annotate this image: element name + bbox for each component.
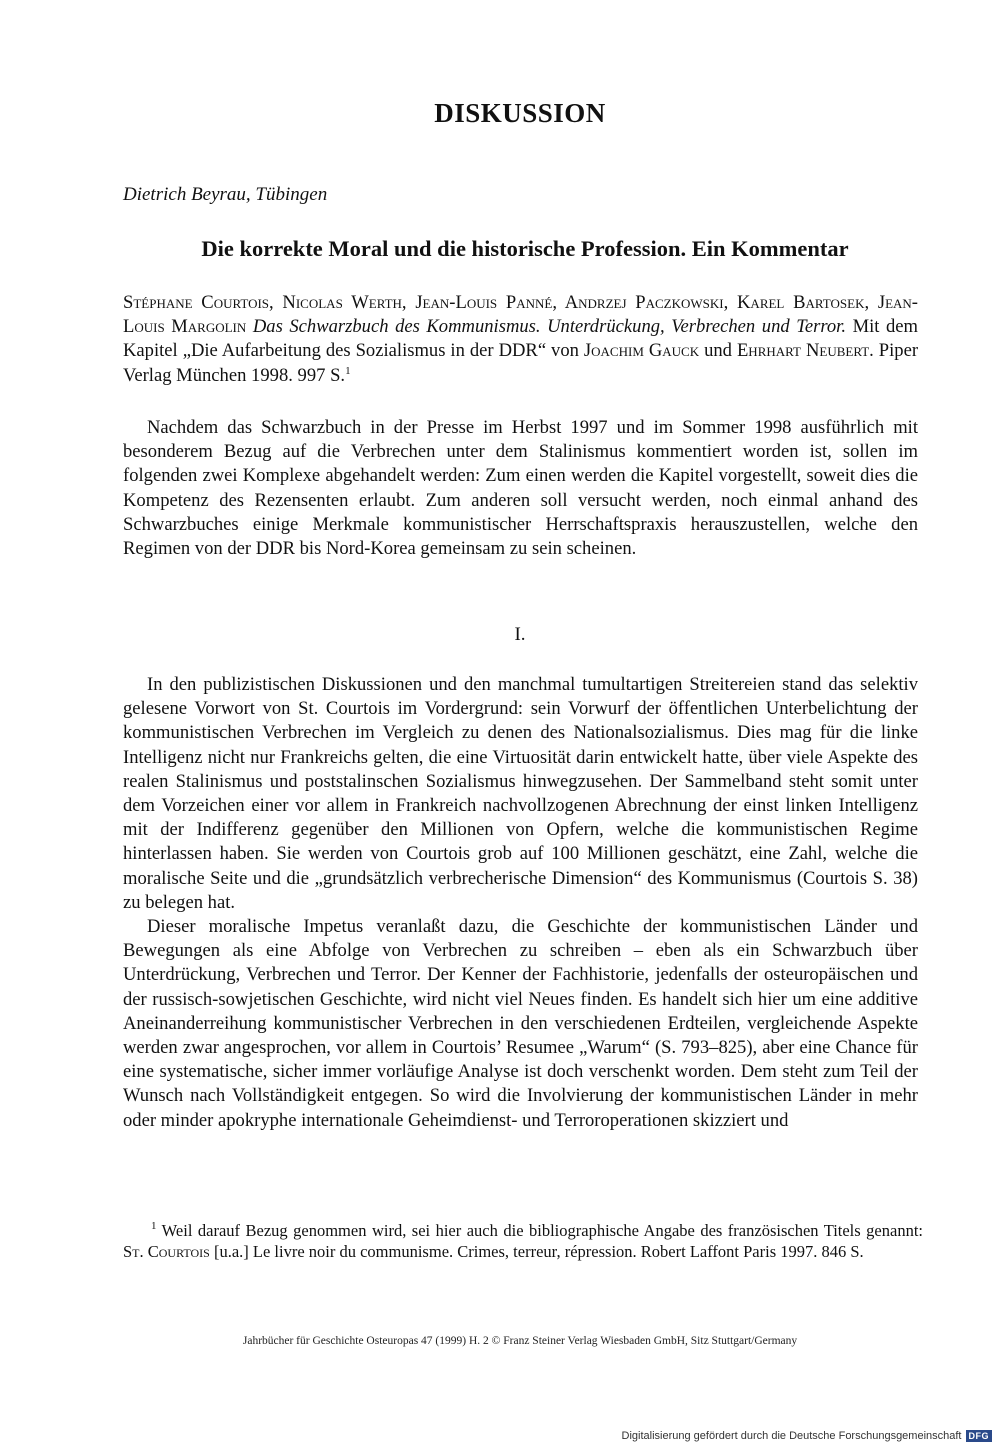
article-author: Dietrich Beyrau, Tübingen xyxy=(123,184,328,205)
journal-footer: Jahrbücher für Geschichte Osteuropas 47 (1999) H. 2 © Franz Steiner Verlag Wiesbaden GmbH, Sitz Stuttgart/Germany xyxy=(242,1335,798,1347)
section-number: I. xyxy=(514,624,526,645)
footnote-number: 1 xyxy=(151,1220,157,1232)
reference-chapter-author-2: Ehrhart Neubert xyxy=(736,340,870,362)
reference-chapter-author-1: Joachim Gauck xyxy=(583,340,700,362)
body-paragraph: In den publizistischen Diskussionen und den manchmal tumultartigen Streitereien stand das selektiv gelesene Vorwort von St. Courtois im Vordergrund: sein Vorwurf der öffentlichen Unterbelichtung der kommunistischen Verbrechen im Vergleich zu denen des Nationalsozialismus. Dies mag für die linke Intelligenz nicht nur Frankreichs gelten, die eine Virtuosität darin entwickelt hatte, über viele Aspekte des realen Stalinismus und poststalinschen Sozialismus hinwegzusehen. Der Sammelband steht somit unter dem Vorzeichen einer vor allem in Frankreich nachvollzogenen Abrechnung der einst linken Intelligenz mit der Indifferenz gegenüber den Millionen von Opfern, welche die kommunistischen Regime hinterlassen haben. Sie werden von Courtois grob auf 100 Millionen geschätzt, eine Zahl, welche die moralische Seite und die „grundsätzlich verbrecherische Dimension“ des Kommunismus (Courtois S. 38) zu belegen hat. xyxy=(123,674,918,913)
body-paragraph: Dieser moralische Impetus veranlaßt dazu, die Geschichte der kommunistischen Länder und Bewegungen als eine Abfolge von Verbrechen zu schreiben – eben als ein Schwarzbuch über Unterdrückung, Verbrechen und Terror. Der Kenner der Fachhistorie, jedenfalls der osteuropäischen und der russisch-sowjetischen Geschichte, wird nicht viel Neues finden. Es handelt sich hier um eine additive Aneinanderreihung kommunistischer Verbrechen in den verschiedenen Erdteilen, vergleichende Aspekte werden zwar angesprochen, vor allem in Courtois’ Resumee „Warum“ (S. 793–825), aber eine Chance für eine systematische, sicher immer vorläufige Analyse ist doch verschenkt worden. Dem steht zum Teil der Wunsch nach Vollständigkeit entgegen. So wird die Involvierung der kommunistischen Länder in mehr oder minder apokryphe internationale Geheimdienst- und Terroroperationen skizziert und xyxy=(123,916,918,1131)
intro-section xyxy=(123,416,918,561)
dfg-credit xyxy=(622,1430,992,1442)
section-heading: DISKUSSION xyxy=(434,98,606,128)
bibliographic-reference xyxy=(123,291,918,388)
reference-chapter-text: Mit dem Kapitel „Die Aufarbeitung des Sozialismus in der DDR“ von xyxy=(123,316,918,362)
reference-and: und xyxy=(699,340,737,362)
footnote-text-b: [u.a.] Le livre noir du communisme. Crimes, terreur, répression. Robert Laffont Paris 1997. 846 S. xyxy=(209,1241,864,1261)
dfg-logo-icon: DFG xyxy=(966,1430,993,1442)
reference-authors: Stéphane Courtois, Nicolas Werth, Jean-Louis Panné, Andrzej Paczkowski, Karel Bartosek, Jean-Louis Margolin xyxy=(123,292,918,338)
article-title: Die korrekte Moral und die historische Profession. Ein Kommentar xyxy=(201,236,849,261)
dfg-credit-text: Digitalisierung gefördert durch die Deutsche Forschungsgemeinschaft xyxy=(621,1430,962,1442)
footnote-author: St. Courtois xyxy=(123,1241,210,1261)
body-text xyxy=(123,673,918,1133)
intro-paragraph: Nachdem das Schwarzbuch in der Presse im Herbst 1997 und im Sommer 1998 ausführlich mit besonderem Bezug auf die Verbrechen unter dem Stalinismus kommentiert worden ist, sollen im folgenden zwei Komplexe abgehandelt werden: Zum einen werden die Kapitel vorgestellt, soweit dies die Kompetenz des Rezensenten erlaubt. Zum anderen soll versucht werden, noch einmal anhand des Schwarzbuches einige Merkmale kommunistischer Herrschaftspraxis herauszustellen, welche den Regimen von der DDR bis Nord-Korea gemeinsam zu sein scheinen. xyxy=(123,417,918,560)
footnote xyxy=(123,1221,923,1262)
footnote-marker: 1 xyxy=(345,364,351,377)
footnote-text-a: Weil darauf Bezug genommen wird, sei hier auch die bibliographische Angabe des französischen Titels genannt: xyxy=(156,1221,923,1240)
reference-publisher: . Piper Verlag München 1998. 997 S. xyxy=(123,340,919,386)
reference-book-title: Das Schwarzbuch des Kommunismus. Unterdrückung, Verbrechen und Terror. xyxy=(252,316,847,338)
